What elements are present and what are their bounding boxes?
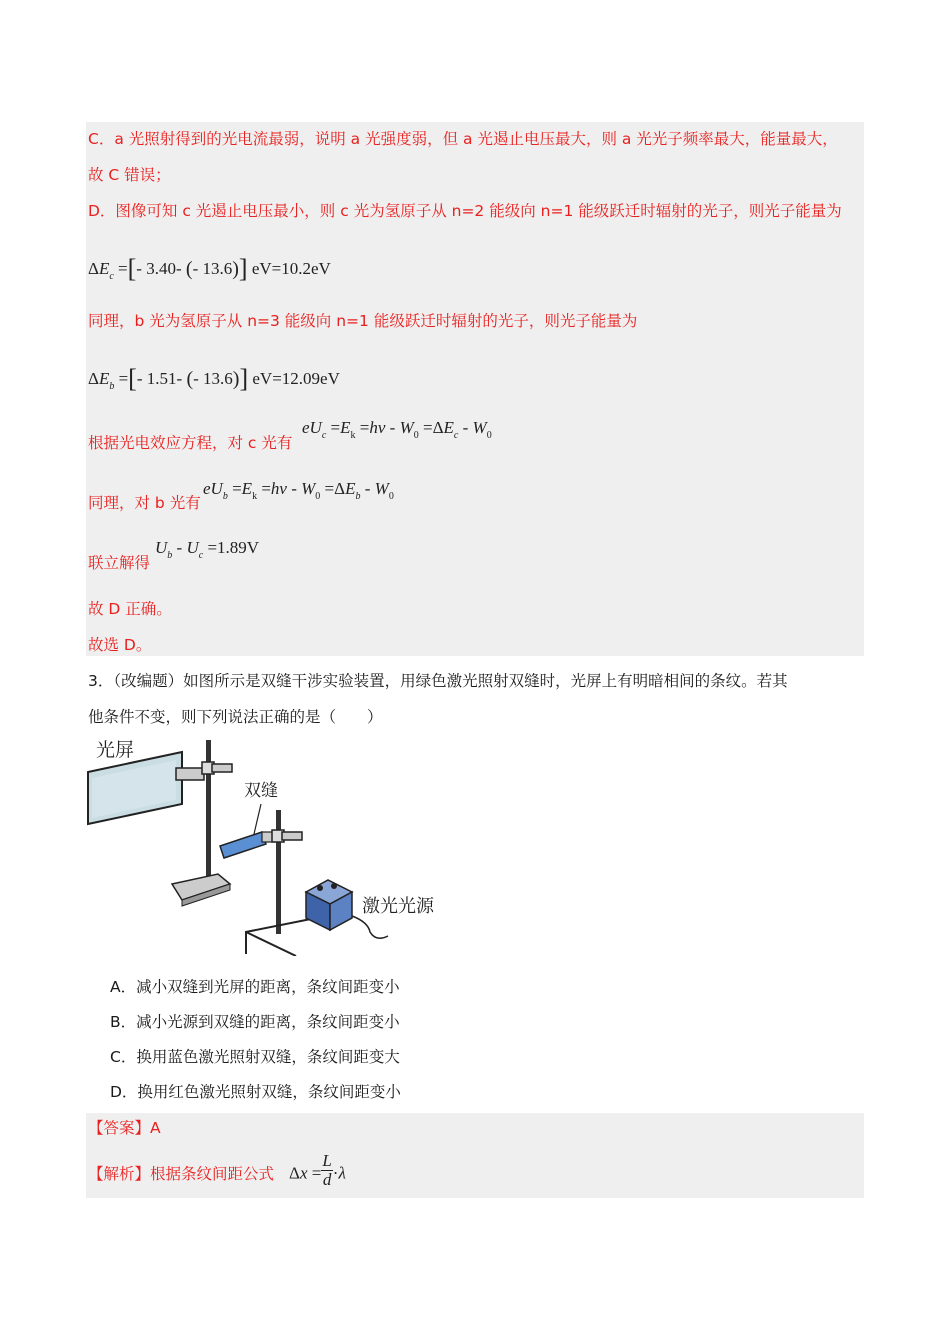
equation-voltage-difference: $U_b - U_c =1.89V$ bbox=[155, 538, 260, 561]
answer-label: 【答案】A bbox=[88, 1119, 161, 1137]
left-stand-pole bbox=[206, 740, 211, 880]
double-slit-apparatus-figure bbox=[86, 734, 486, 956]
right-stand-pole bbox=[276, 810, 281, 934]
option-d-explanation: D．图像可知 c 光遏止电压最小，则 c 光为氢原子从 n=2 能级向 n=1 能级跃迁时辐射的光子，则光子能量为 bbox=[88, 202, 842, 220]
equation-photoelectric-c: $eU_c =E_k =h\nu - W_0 =\Delta E_c - W_0$ bbox=[302, 418, 492, 441]
equation-photoelectric-b: $eU_b =E_k =h\nu - W_0 =\Delta E_b - W_0$ bbox=[203, 479, 394, 502]
option-c[interactable]: C．换用蓝色激光照射双缝，条纹间距变大 bbox=[110, 1048, 400, 1066]
option-d-conclusion: 故 D 正确。 bbox=[88, 600, 172, 618]
photoelectric-b-prefix: 同理，对 b 光有 bbox=[88, 494, 201, 512]
fringe-spacing-formula: Δx = $\frac{L}{d}$ ·λ bbox=[289, 1151, 346, 1189]
figure-label-laser: 激光光源 bbox=[362, 896, 434, 917]
option-b-explanation: 同理，b 光为氢原子从 n=3 能级向 n=1 能级跃迁时辐射的光子，则光子能量为 bbox=[88, 312, 638, 330]
analysis-prefix: 【解析】根据条纹间距公式 bbox=[88, 1165, 275, 1183]
option-c-conclusion: 故 C 错误； bbox=[88, 166, 171, 184]
option-c-explanation: C．a 光照射得到的光电流最弱，说明 a 光强度弱，但 a 光遏止电压最大，则 a 光光子频率最大，能量最大， bbox=[88, 130, 838, 148]
option-a[interactable]: A．减小双缝到光屏的距离，条纹间距变小 bbox=[110, 978, 400, 996]
answer-block bbox=[86, 1113, 864, 1198]
option-b[interactable]: B．减小光源到双缝的距离，条纹间距变小 bbox=[110, 1013, 400, 1031]
equation-delta-eb: $\Delta E_b$ =[- 1.51- (- 13.6)] eV=12.09eV bbox=[88, 364, 340, 393]
equation-delta-ec: $\Delta E_c$ =[- 3.40- (- 13.6)] eV=10.2eV bbox=[88, 254, 331, 283]
figure-label-double-slit: 双缝 bbox=[244, 781, 278, 801]
final-choice: 故选 D。 bbox=[88, 636, 152, 654]
figure-label-screen: 光屏 bbox=[96, 739, 135, 761]
question-3-stem: 3．（改编题）如图所示是双缝干涉实验装置，用绿色激光照射双缝时，光屏上有明暗相间的条纹。若其 bbox=[88, 672, 788, 690]
photoelectric-c-prefix: 根据光电效应方程，对 c 光有 bbox=[88, 434, 293, 452]
double-slit bbox=[220, 832, 266, 858]
option-d[interactable]: D．换用红色激光照射双缝，条纹间距变小 bbox=[110, 1083, 401, 1101]
question-3-stem-cont: 他条件不变，则下列说法正确的是（ ） bbox=[88, 708, 383, 726]
solve-prefix: 联立解得 bbox=[88, 554, 151, 572]
